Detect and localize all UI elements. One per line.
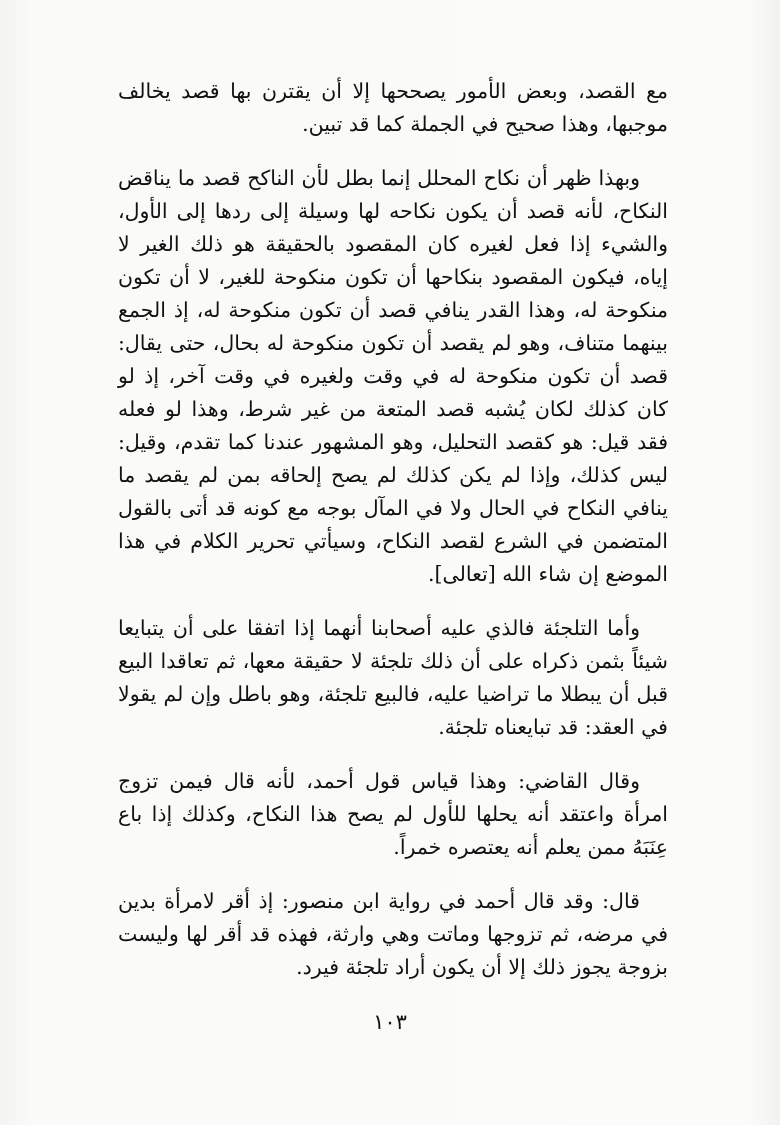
paragraph-4: وقال القاضي: وهذا قياس قول أحمد، لأنه قال فيمن تزوج امرأة واعتقد أنه يحلها للأول لم يصح هذا النكاح، وكذلك إذا باع عِنَبَهُ ممن يعلم أنه يعتصره خمراً. xyxy=(118,769,668,859)
paragraph-2: وبهذا ظهر أن نكاح المحلل إنما بطل لأن الناكح قصد ما يناقض النكاح، لأنه قصد أن يكون نكاحه لها وسيلة إلى ردها إلى الأول، والشيء إذا فعل لغيره كان المقصود بالحقيقة هو ذلك الغير لا إياه، فيكون المقصود بنكاحها أن تكون منكوحة للغير، لا أن تكون منكوحة له، وهذا القدر ينافي قصد أن تكون منكوحة له، إذ الجمع بينهما متناف، وهو لم يقصد أن تكون منكوحة له بحال، حتى يقال: قصد أن تكون منكوحة له في وقت ولغيره في وقت آخر، إذ لو كان كذلك لكان يُشبه قصد المتعة من غير شرط، وهذا لو فعله فقد قيل: هو كقصد التحليل، وهو المشهور عندنا كما تقدم، وقيل: ليس كذلك، وإذا لم يكن كذلك لم يصح إلحاقه بمن لم يقصد ما ينافي النكاح في الحال ولا في المآل بوجه مع كونه قد أتى بالقول المتضمن في الشرع لقصد النكاح، وسيأتي تحرير الكلام في هذا الموضع إن شاء الله [تعالى]. xyxy=(118,166,668,586)
page-body-text xyxy=(118,75,668,1005)
paragraph-5: قال: وقد قال أحمد في رواية ابن منصور: إذ أقر لامرأة بدين في مرضه، ثم تزوجها وماتت وهي وارثة، فهذه قد أقر لها وليست بزوجة يجوز ذلك إلا أن يكون أراد تلجئة فيرد. xyxy=(118,889,668,979)
paragraph-1: مع القصد، وبعض الأمور يصححها إلا أن يقترن بها قصد يخالف موجبها، وهذا صحيح في الجملة كما قد تبين. xyxy=(118,79,668,136)
page-number: ١٠٣ xyxy=(373,1010,407,1034)
paragraph-3: وأما التلجئة فالذي عليه أصحابنا أنهما إذا اتفقا على أن يتبايعا شيئاً بثمن ذكراه على أن ذلك تلجئة لا حقيقة معها، ثم تعاقدا البيع قبل أن يبطلا ما تراضيا عليه، فالبيع تلجئة، وهو باطل وإن لم يقولا في العقد: قد تبايعناه تلجئة. xyxy=(118,616,668,739)
